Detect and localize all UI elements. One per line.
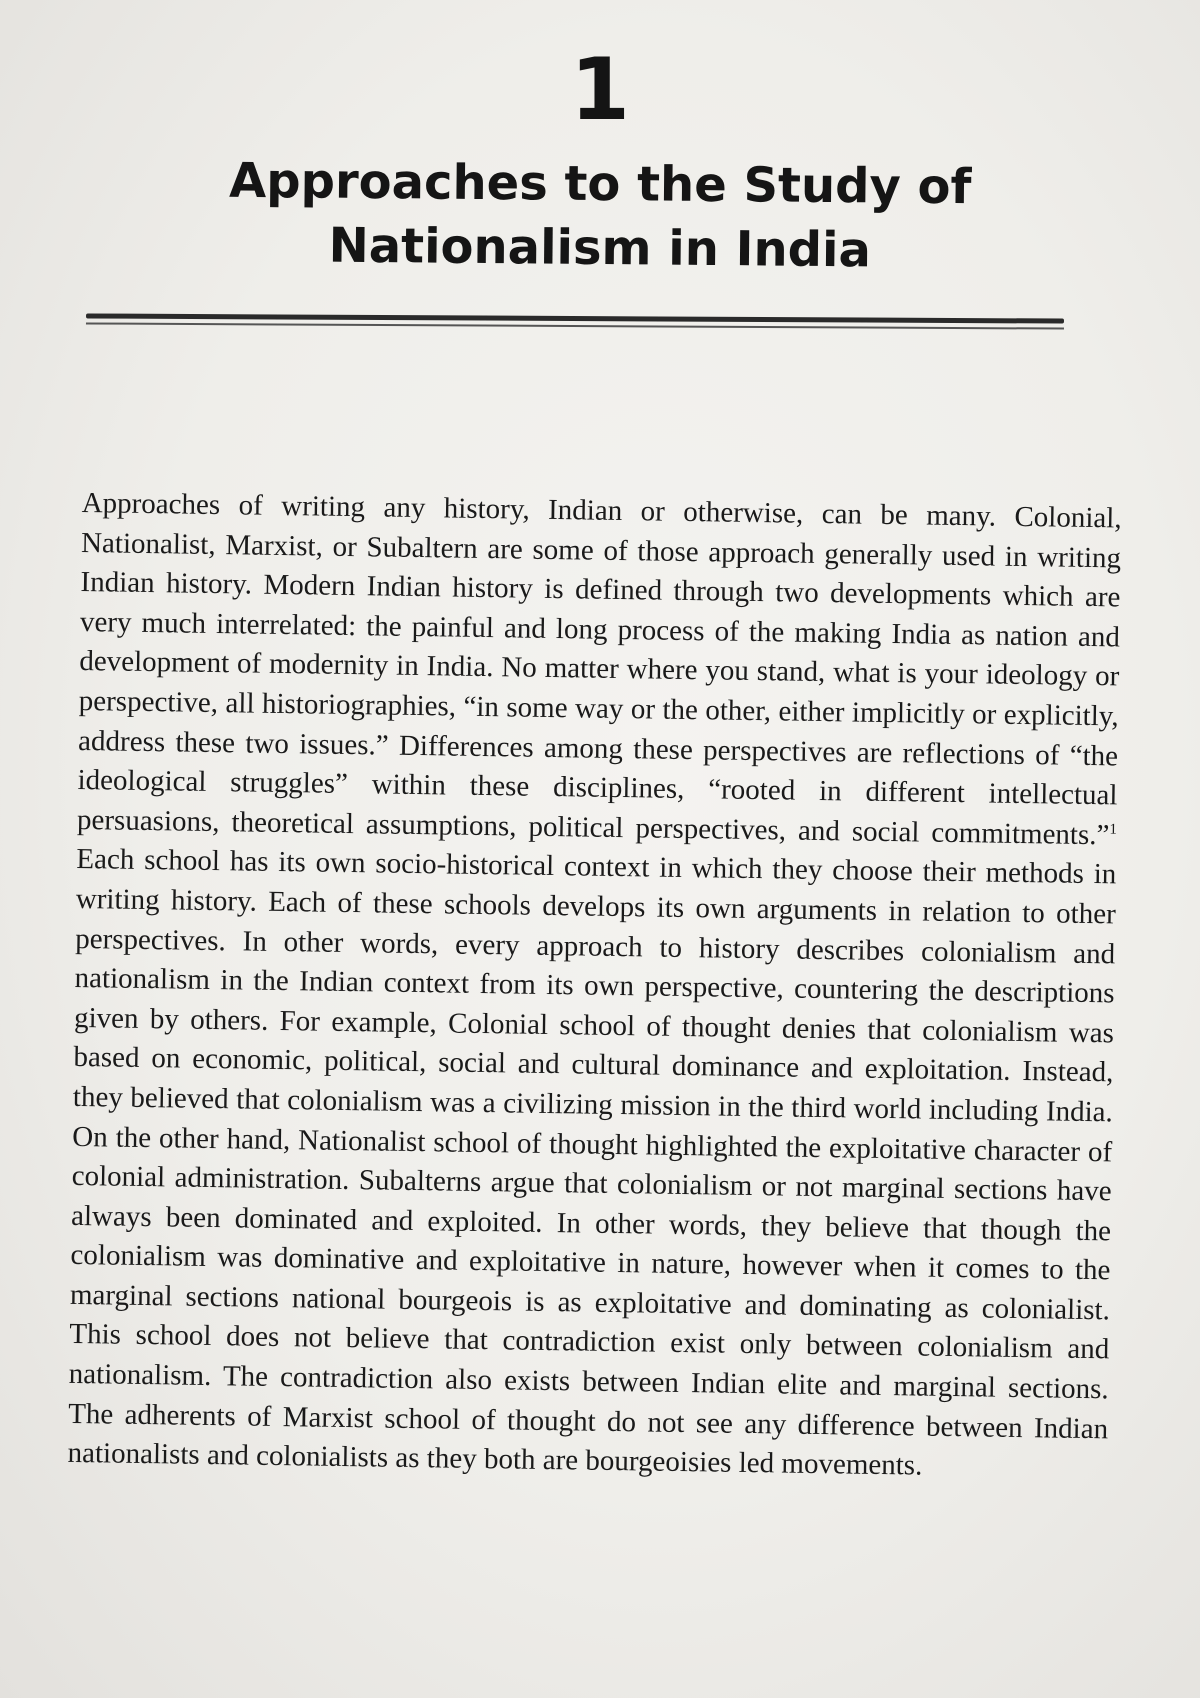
chapter-title-line-1: Approaches to the Study of xyxy=(228,152,972,216)
body-paragraph-part-2: Each school has its own socio-historical context in which they choose their methods in writing history. Each of these schools develops its own arguments in relation to other perspectives. In other words, every approach to history describes colonialism and nationalism in the Indian context from its own perspective, countering the descriptions given by others. For example, Colonial school of thought denies that colonialism was based on economic, political, social and cultural dominance and exploitation. Instead, they believed that colonialism was a civilizing mission in the third world including India. On the other hand, Nationalist school of thought highlighted the exploitative character of colonial administration. Subalterns argue that colonialism or not marginal sections have always been dominated and exploited. In other words, they believe that though the colonialism was dominative and exploitative in nature, however when it comes to the marginal sections national bourgeois is as exploitative and dominating as colonialist. This school does not believe that contradiction exist only between colonialism and nationalism. The contradiction also exists between Indian elite and marginal sections. The adherents of Marxist school of thought do not see any difference between Indian nationalists and colonialists as they both are bourgeoisies led movements. xyxy=(67,843,1117,1482)
footnote-marker: 1 xyxy=(1109,821,1118,838)
title-divider-thick xyxy=(86,313,1064,323)
chapter-title-line-2: Nationalism in India xyxy=(328,217,872,279)
body-paragraph-part-1: Approaches of writing any history, Indian or otherwise, can be many. Colonial, Nationalist, Marxist, or Subaltern are some of those approach generally used in writing Indian history. Modern Indian history is defined through two developments which are very much interrelated: the painful and long process of the making India as nation and development of modernity in India. No matter where you stand, what is your ideology or perspective, all historiographies, “in some way or the other, either implicitly or explicitly, address these two issues.” Differences among these perspectives are reflections of “the ideological struggles” within these disciplines, “rooted in different intellectual persuasions, theoretical assumptions, political perspectives, and social commitments.” xyxy=(76,486,1122,852)
body-paragraph xyxy=(67,484,1122,1489)
chapter-number: 1 xyxy=(570,40,630,140)
title-divider xyxy=(86,313,1064,329)
chapter-title xyxy=(149,148,1050,284)
title-divider-thin xyxy=(86,322,1064,329)
